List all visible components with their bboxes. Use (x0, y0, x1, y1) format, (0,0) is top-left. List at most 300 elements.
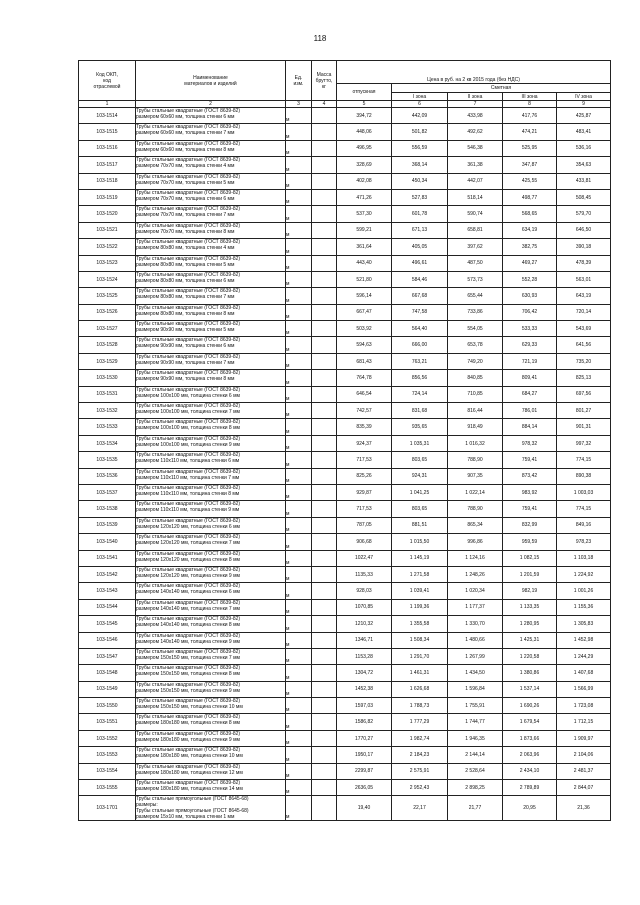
table-row (79, 632, 611, 648)
table-row (79, 550, 611, 566)
product-name-line: размером 140х140 мм, толщина стенки 6 мм (136, 589, 240, 596)
unit-of-measure: м (286, 288, 312, 304)
product-name (136, 468, 286, 484)
table-row (79, 648, 611, 664)
header-estimate-price: Сметная (392, 84, 611, 93)
release-price: 928,03 (337, 583, 392, 599)
header-unit: Ед. изм. (286, 61, 312, 101)
release-price: 825,26 (337, 468, 392, 484)
zone-1-price: 1 035,31 (392, 435, 448, 451)
product-code: 103-1530 (79, 370, 136, 386)
zone-4-price: 508,45 (557, 189, 611, 205)
product-name (136, 271, 286, 287)
zone-2-price: 1 744,77 (448, 714, 503, 730)
product-name (136, 517, 286, 533)
product-name-line: размером 180х180 мм, толщина стенки 9 мм (136, 736, 240, 743)
zone-1-price: 1 461,31 (392, 665, 448, 681)
zone-1-price: 1 039,41 (392, 583, 448, 599)
unit-of-measure: м (286, 353, 312, 369)
column-number-row (79, 101, 611, 108)
release-price: 599,21 (337, 222, 392, 238)
product-name (136, 435, 286, 451)
zone-1-price: 564,40 (392, 321, 448, 337)
product-name-line: Трубы стальные квадратные (ГОСТ 8639-82) (136, 534, 241, 541)
product-code: 103-1515 (79, 124, 136, 140)
unit-of-measure: м (286, 321, 312, 337)
product-code: 103-1552 (79, 730, 136, 746)
column-number: 6 (392, 101, 448, 108)
product-name-line: Трубы стальные квадратные (ГОСТ 8639-82) (136, 714, 241, 721)
gross-mass (312, 632, 337, 648)
product-name-line: размером 180х180 мм, толщина стенки 10 мм (136, 753, 243, 760)
product-code: 103-1519 (79, 189, 136, 205)
product-code: 103-1539 (79, 517, 136, 533)
product-name-line: Трубы стальные квадратные (ГОСТ 8639-82) (136, 386, 241, 393)
zone-2-price: 1 016,32 (448, 435, 503, 451)
product-code: 103-1523 (79, 255, 136, 271)
product-name-line: размером 120х120 мм, толщина стенки 6 мм (136, 523, 240, 530)
zone-4-price: 483,41 (557, 124, 611, 140)
product-name (136, 632, 286, 648)
release-price: 361,64 (337, 239, 392, 255)
zone-2-price: 1 330,70 (448, 616, 503, 632)
table-row (79, 108, 611, 124)
zone-3-price: 2 789,89 (503, 780, 557, 796)
release-price: 787,05 (337, 517, 392, 533)
table-row (79, 501, 611, 517)
product-name (136, 534, 286, 550)
product-name-line: Трубы стальные квадратные (ГОСТ 8639-82) (136, 304, 241, 311)
table-row (79, 386, 611, 402)
table-row (79, 189, 611, 205)
zone-2-price: 1 755,91 (448, 698, 503, 714)
zone-2-price: 2 898,25 (448, 780, 503, 796)
zone-2-price: 1 022,14 (448, 484, 503, 500)
zone-3-price: 1 220,58 (503, 648, 557, 664)
gross-mass (312, 239, 337, 255)
table-row (79, 239, 611, 255)
gross-mass (312, 157, 337, 173)
zone-1-price: 501,82 (392, 124, 448, 140)
unit-of-measure: м (286, 534, 312, 550)
gross-mass (312, 730, 337, 746)
unit-of-measure: м (286, 206, 312, 222)
table-row (79, 255, 611, 271)
table-row (79, 370, 611, 386)
product-code: 103-1529 (79, 353, 136, 369)
zone-1-price: 1 291,70 (392, 648, 448, 664)
product-name-line: Трубы стальные квадратные (ГОСТ 8639-82) (136, 173, 241, 180)
column-number: 7 (448, 101, 503, 108)
release-price: 1304,72 (337, 665, 392, 681)
zone-4-price: 1 712,15 (557, 714, 611, 730)
gross-mass (312, 222, 337, 238)
gross-mass (312, 173, 337, 189)
product-code: 103-1542 (79, 566, 136, 582)
zone-2-price: 546,38 (448, 140, 503, 156)
product-name-line: Трубы стальные квадратные (ГОСТ 8639-82) (136, 288, 241, 295)
product-code: 103-1544 (79, 599, 136, 615)
zone-3-price: 533,33 (503, 321, 557, 337)
product-name (136, 796, 286, 821)
zone-4-price: 425,87 (557, 108, 611, 124)
gross-mass (312, 501, 337, 517)
product-code: 103-1546 (79, 632, 136, 648)
zone-1-price: 724,14 (392, 386, 448, 402)
zone-3-price: 382,75 (503, 239, 557, 255)
product-name (136, 255, 286, 271)
unit-of-measure: м (286, 517, 312, 533)
zone-1-price: 1 015,50 (392, 534, 448, 550)
release-price: 667,47 (337, 304, 392, 320)
zone-4-price: 1 001,26 (557, 583, 611, 599)
zone-2-price: 907,35 (448, 468, 503, 484)
zone-1-price: 667,68 (392, 288, 448, 304)
product-name-line: размером 70х70 мм, толщина стенки 5 мм (136, 179, 235, 186)
product-name (136, 108, 286, 124)
column-number: 4 (312, 101, 337, 108)
gross-mass (312, 419, 337, 435)
zone-2-price: 918,49 (448, 419, 503, 435)
product-name-line: Трубы стальные квадратные (ГОСТ 8639-82) (136, 435, 241, 442)
zone-1-price: 1 777,29 (392, 714, 448, 730)
unit-of-measure: м (286, 730, 312, 746)
zone-4-price: 1 407,68 (557, 665, 611, 681)
product-name (136, 304, 286, 320)
zone-2-price: 518,14 (448, 189, 503, 205)
zone-2-price: 865,34 (448, 517, 503, 533)
table-row (79, 714, 611, 730)
zone-4-price: 354,63 (557, 157, 611, 173)
gross-mass (312, 353, 337, 369)
zone-1-price: 881,51 (392, 517, 448, 533)
zone-2-price: 590,74 (448, 206, 503, 222)
product-name-line: размером 60х60 мм, толщина стенки 6 мм (136, 114, 235, 120)
unit-of-measure: м (286, 468, 312, 484)
product-name (136, 353, 286, 369)
product-name (136, 648, 286, 664)
product-name-line: размером 90х90 мм, толщина стенки 8 мм (136, 376, 235, 383)
header-zone-1: I зона (392, 93, 448, 101)
gross-mass (312, 796, 337, 821)
product-name-line: размером 180х180 мм, толщина стенки 14 мм (136, 786, 243, 793)
zone-3-price: 721,19 (503, 353, 557, 369)
product-name-line: размером 80х80 мм, толщина стенки 6 мм (136, 277, 235, 284)
zone-2-price: 573,73 (448, 271, 503, 287)
table-row (79, 484, 611, 500)
product-name-line: Трубы стальные квадратные (ГОСТ 8639-82) (136, 255, 241, 262)
gross-mass (312, 370, 337, 386)
gross-mass (312, 681, 337, 697)
zone-4-price: 1 566,99 (557, 681, 611, 697)
product-name (136, 157, 286, 173)
unit-of-measure: м (286, 501, 312, 517)
zone-3-price: 786,01 (503, 403, 557, 419)
product-name-line: Трубы стальные квадратные (ГОСТ 8639-82) (136, 239, 241, 246)
header-zone-4: IV зона (557, 93, 611, 101)
product-name-line: размером 70х70 мм, толщина стенки 7 мм (136, 212, 235, 219)
release-price: 835,39 (337, 419, 392, 435)
product-name-line: Трубы стальные квадратные (ГОСТ 8639-82) (136, 353, 241, 360)
table-row (79, 681, 611, 697)
product-name-line: размером 15х10 мм, толщина стенки 1 мм (136, 814, 235, 821)
product-name (136, 730, 286, 746)
gross-mass (312, 206, 337, 222)
product-code: 103-1547 (79, 648, 136, 664)
product-name-line: размером 80х80 мм, толщина стенки 5 мм (136, 261, 235, 268)
product-name (136, 239, 286, 255)
unit-of-measure: м (286, 681, 312, 697)
product-name (136, 288, 286, 304)
product-code: 103-1548 (79, 665, 136, 681)
zone-3-price: 2 434,10 (503, 763, 557, 779)
product-name-line: Трубы стальные квадратные (ГОСТ 8639-82) (136, 452, 241, 459)
table-row (79, 288, 611, 304)
gross-mass (312, 616, 337, 632)
zone-3-price: 417,76 (503, 108, 557, 124)
table-row (79, 517, 611, 533)
product-name-line: Трубы стальные квадратные (ГОСТ 8639-82) (136, 468, 241, 475)
unit-of-measure: м (286, 632, 312, 648)
product-code: 103-1549 (79, 681, 136, 697)
product-name (136, 337, 286, 353)
unit-of-measure: м (286, 747, 312, 763)
zone-4-price: 1 103,18 (557, 550, 611, 566)
table-row (79, 271, 611, 287)
release-price: 646,54 (337, 386, 392, 402)
product-code: 103-1527 (79, 321, 136, 337)
table-row (79, 698, 611, 714)
release-price: 1135,33 (337, 566, 392, 582)
product-name-line: размером 90х90 мм, толщина стенки 6 мм (136, 343, 235, 350)
table-row (79, 616, 611, 632)
zone-3-price: 425,55 (503, 173, 557, 189)
zone-2-price: 1 480,66 (448, 632, 503, 648)
unit-of-measure: м (286, 108, 312, 124)
product-code: 103-1525 (79, 288, 136, 304)
product-code: 103-1521 (79, 222, 136, 238)
product-code: 103-1528 (79, 337, 136, 353)
table-row (79, 435, 611, 451)
product-name-line: Трубы стальные квадратные (ГОСТ 8639-82) (136, 271, 241, 278)
gross-mass (312, 484, 337, 500)
release-price: 906,68 (337, 534, 392, 550)
zone-4-price: 774,15 (557, 501, 611, 517)
unit-of-measure: м (286, 157, 312, 173)
zone-2-price: 487,50 (448, 255, 503, 271)
product-name-line: Трубы стальные квадратные (ГОСТ 8639-82) (136, 550, 241, 557)
zone-2-price: 21,77 (448, 796, 503, 821)
zone-4-price: 646,50 (557, 222, 611, 238)
table-row (79, 321, 611, 337)
zone-1-price: 924,31 (392, 468, 448, 484)
zone-2-price: 816,44 (448, 403, 503, 419)
unit-of-measure: м (286, 484, 312, 500)
zone-4-price: 890,38 (557, 468, 611, 484)
product-name-line: Трубы стальные прямоугольные (ГОСТ 8645-68) (136, 796, 249, 803)
zone-3-price: 629,33 (503, 337, 557, 353)
product-name-line: размером 80х80 мм, толщина стенки 7 мм (136, 294, 235, 301)
gross-mass (312, 304, 337, 320)
product-code: 103-1531 (79, 386, 136, 402)
zone-4-price: 1 003,03 (557, 484, 611, 500)
product-name-line: Трубы стальные квадратные (ГОСТ 8639-82) (136, 370, 241, 377)
zone-4-price: 563,01 (557, 271, 611, 287)
product-code: 103-1538 (79, 501, 136, 517)
zone-4-price: 390,18 (557, 239, 611, 255)
release-price: 1210,32 (337, 616, 392, 632)
zone-3-price: 347,87 (503, 157, 557, 173)
table-row (79, 599, 611, 615)
unit-of-measure: м (286, 550, 312, 566)
zone-3-price: 1 690,26 (503, 698, 557, 714)
zone-2-price: 658,81 (448, 222, 503, 238)
gross-mass (312, 517, 337, 533)
unit-of-measure: м (286, 648, 312, 664)
zone-3-price: 469,27 (503, 255, 557, 271)
unit-of-measure: м (286, 140, 312, 156)
release-price: 521,80 (337, 271, 392, 287)
gross-mass (312, 698, 337, 714)
zone-2-price: 2 144,14 (448, 747, 503, 763)
zone-4-price: 1 155,36 (557, 599, 611, 615)
zone-1-price: 584,46 (392, 271, 448, 287)
gross-mass (312, 255, 337, 271)
unit-of-measure: м (286, 386, 312, 402)
product-code: 103-1517 (79, 157, 136, 173)
gross-mass (312, 386, 337, 402)
table-row (79, 534, 611, 550)
product-name-line: размером 180х180 мм, толщина стенки 12 мм (136, 769, 243, 776)
product-name-line: размером 60х60 мм, толщина стенки 8 мм (136, 146, 235, 153)
table-row (79, 665, 611, 681)
gross-mass (312, 337, 337, 353)
zone-1-price: 856,56 (392, 370, 448, 386)
product-name-line: Трубы стальные квадратные (ГОСТ 8639-82) (136, 124, 241, 131)
product-name-line: Трубы стальные квадратные (ГОСТ 8639-82) (136, 108, 241, 114)
zone-3-price: 552,28 (503, 271, 557, 287)
zone-2-price: 442,07 (448, 173, 503, 189)
zone-1-price: 763,21 (392, 353, 448, 369)
product-name-line: Трубы стальные квадратные (ГОСТ 8639-82) (136, 321, 241, 328)
unit-of-measure: м (286, 222, 312, 238)
zone-4-price: 1 305,83 (557, 616, 611, 632)
zone-3-price: 1 133,35 (503, 599, 557, 615)
product-name (136, 599, 286, 615)
product-name-line: Трубы стальные квадратные (ГОСТ 8639-82) (136, 780, 241, 787)
column-number: 1 (79, 101, 136, 108)
product-name-line: Трубы стальные квадратные (ГОСТ 8639-82) (136, 599, 241, 606)
release-price: 1597,03 (337, 698, 392, 714)
gross-mass (312, 321, 337, 337)
gross-mass (312, 124, 337, 140)
release-price: 1950,17 (337, 747, 392, 763)
product-code: 103-1532 (79, 403, 136, 419)
release-price: 1153,28 (337, 648, 392, 664)
zone-1-price: 368,14 (392, 157, 448, 173)
header-name: Наименование материалов и изделий (136, 61, 286, 101)
zone-1-price: 666,00 (392, 337, 448, 353)
product-name-line: размером 110х110 мм, толщина стенки 6 мм (136, 458, 240, 465)
zone-1-price: 1 355,58 (392, 616, 448, 632)
zone-4-price: 697,56 (557, 386, 611, 402)
zone-1-price: 601,78 (392, 206, 448, 222)
unit-of-measure: м (286, 239, 312, 255)
release-price: 596,14 (337, 288, 392, 304)
unit-of-measure: м (286, 796, 312, 821)
zone-1-price: 803,65 (392, 501, 448, 517)
zone-4-price: 825,13 (557, 370, 611, 386)
product-code: 103-1535 (79, 452, 136, 468)
product-name-line: Трубы стальные квадратные (ГОСТ 8639-82) (136, 763, 241, 770)
table-row (79, 140, 611, 156)
product-code: 103-1518 (79, 173, 136, 189)
product-name-line: размеры: (136, 802, 158, 809)
zone-1-price: 1 982,74 (392, 730, 448, 746)
gross-mass (312, 140, 337, 156)
zone-1-price: 1 271,58 (392, 566, 448, 582)
product-name-line: размером 90х90 мм, толщина стенки 7 мм (136, 359, 235, 366)
zone-1-price: 1 199,36 (392, 599, 448, 615)
product-name-line: размером 140х140 мм, толщина стенки 8 мм (136, 622, 240, 629)
zone-2-price: 749,20 (448, 353, 503, 369)
zone-1-price: 747,58 (392, 304, 448, 320)
zone-1-price: 1 041,25 (392, 484, 448, 500)
zone-2-price: 1 434,50 (448, 665, 503, 681)
product-name-line: Трубы стальные квадратные (ГОСТ 8639-82) (136, 681, 241, 688)
product-name-line: размером 150х150 мм, толщина стенки 7 мм (136, 654, 240, 661)
zone-4-price: 720,14 (557, 304, 611, 320)
zone-3-price: 832,99 (503, 517, 557, 533)
zone-4-price: 1 244,29 (557, 648, 611, 664)
unit-of-measure: м (286, 698, 312, 714)
product-name (136, 747, 286, 763)
product-name (136, 698, 286, 714)
gross-mass (312, 189, 337, 205)
product-name-line: размером 100х100 мм, толщина стенки 7 мм (136, 409, 240, 416)
release-price: 1452,38 (337, 681, 392, 697)
table-row (79, 763, 611, 779)
zone-3-price: 498,77 (503, 189, 557, 205)
unit-of-measure: м (286, 370, 312, 386)
zone-1-price: 671,13 (392, 222, 448, 238)
zone-3-price: 983,92 (503, 484, 557, 500)
product-name-line: Трубы стальные квадратные (ГОСТ 8639-82) (136, 665, 241, 672)
product-name-line: размером 70х70 мм, толщина стенки 6 мм (136, 195, 235, 202)
product-name-line: размером 60х60 мм, толщина стенки 7 мм (136, 130, 235, 137)
zone-3-price: 982,19 (503, 583, 557, 599)
product-code: 103-1514 (79, 108, 136, 124)
zone-2-price: 710,85 (448, 386, 503, 402)
product-name (136, 763, 286, 779)
zone-4-price: 641,56 (557, 337, 611, 353)
zone-3-price: 873,42 (503, 468, 557, 484)
product-name-line: Трубы стальные квадратные (ГОСТ 8639-82) (136, 206, 241, 213)
zone-3-price: 1 380,86 (503, 665, 557, 681)
zone-2-price: 788,90 (448, 452, 503, 468)
product-name (136, 206, 286, 222)
table-row (79, 452, 611, 468)
zone-4-price: 978,23 (557, 534, 611, 550)
product-name (136, 501, 286, 517)
product-code: 103-1550 (79, 698, 136, 714)
release-price: 1022,47 (337, 550, 392, 566)
table-row (79, 403, 611, 419)
product-code: 103-1553 (79, 747, 136, 763)
header-zone-2: II зона (448, 93, 503, 101)
zone-3-price: 884,14 (503, 419, 557, 435)
product-name-line: Трубы стальные квадратные (ГОСТ 8639-82) (136, 517, 241, 524)
